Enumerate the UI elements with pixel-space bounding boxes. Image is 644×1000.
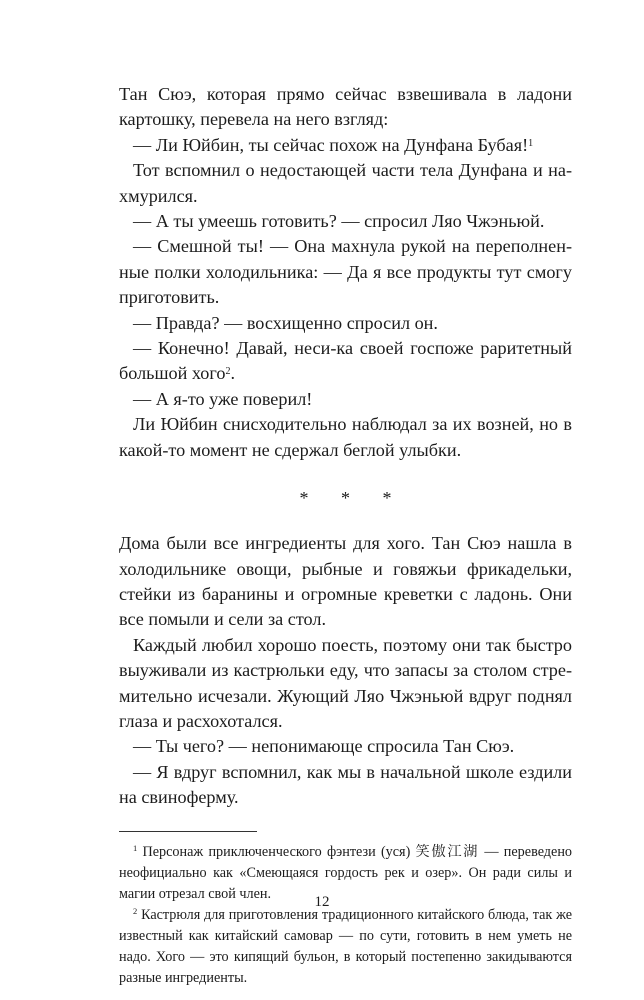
- footnote-ref-2[interactable]: 2: [225, 366, 231, 378]
- dialogue-line: [119, 336, 572, 387]
- dialogue-line: — Ты чего? — непонимающе спросила Тан Сюэ.: [133, 736, 515, 757]
- dialogue-text: — Конечно! Давай, неси-ка своей госпоже раритетный большой хого: [119, 338, 572, 384]
- dialogue-line: — Правда? — восхищенно спросил он.: [133, 312, 438, 333]
- footnote-marker: 2: [133, 906, 138, 917]
- footnote-text: Кастрюля для приготовления традиционного китайского блюда, так же известный как китайский самовар — по сути, готовить в нем уметь не надо. Хого — это кипящий бульон, в который постепенно закидываются разные ингредиенты.: [119, 906, 573, 986]
- footnote-marker: 1: [133, 843, 138, 854]
- footnote-2: [119, 905, 572, 989]
- dialogue-line: — Я вдруг вспомнил, как мы в начальной школе ездили на свиноферму.: [119, 761, 572, 808]
- scene-break: * * *: [299, 488, 406, 509]
- dialogue-line: — А ты умеешь готовить? — спросил Ляо Чжэньюй.: [133, 211, 545, 232]
- page-number: 12: [314, 894, 330, 910]
- footnote-text: Персонаж приключенческого фэнтези (уся) 笑傲江湖 — переведено неофициально как «Смеющаяся гордость рек и озер». Он ради силы и магии отрезал свой член.: [119, 843, 572, 902]
- paragraph: Ли Юйбин снисходительно наблюдал за их возней, но в какой-то момент не сдержал беглой улыбки.: [119, 414, 572, 460]
- main-text-bottom: [119, 531, 572, 810]
- dialogue-text: — Ли Юйбин, ты сейчас похож на Дунфана Бубая!: [133, 134, 529, 155]
- paragraph: Тот вспомнил о недостающей части тела Дунфана и нахмурился.: [119, 160, 572, 206]
- dialogue-line: — Смешной ты! — Она махнула рукой на переполненные полки холодильника: — Да я все продукты тут смогу приготовить.: [119, 236, 572, 308]
- paragraph: Каждый любил хорошо поесть, поэтому они так быстро выуживали из кастрюльки еду, что запасы за столом стремительно исчезали. Жующий Ляо Чжэньюй вдруг поднял глаза и расхохотался.: [119, 634, 572, 731]
- dialogue-line: — А я-то уже поверил!: [133, 388, 313, 409]
- paragraph: Тан Сюэ, которая прямо сейчас взвешивала в ладони картошку, перевела на него взгляд:: [119, 84, 572, 130]
- footnote-ref-1[interactable]: 1: [528, 137, 534, 149]
- main-text-top: [119, 82, 572, 463]
- page-content: [119, 82, 572, 989]
- footnote-divider: [119, 831, 257, 832]
- paragraph: Дома были все ингредиенты для хого. Тан Сюэ нашла в холодильнике овощи, рыбные и говяжьи фрикадельки, стейки из баранины и огромные креветки с ладонь. Они все помыли и сели за стол.: [119, 533, 572, 630]
- dialogue-line: [119, 133, 572, 158]
- sentence-end: .: [230, 363, 235, 384]
